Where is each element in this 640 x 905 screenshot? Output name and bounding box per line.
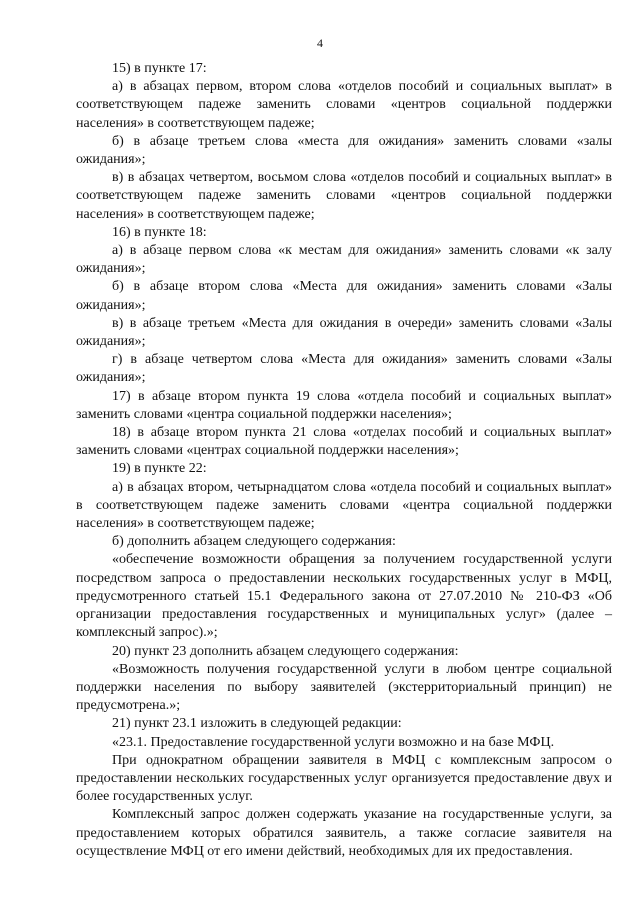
paragraph: а) в абзацах втором, четырнадцатом слова «отдела пособий и социальных выплат» в соответствующем падеже заменить словами «центра социальной поддержки населения» в соответствующем падеже;: [76, 479, 612, 532]
paragraph: «Возможность получения государственной услуги в любом центре социальной поддержки населения по выбору заявителей (экстерриториальный принцип) не предусмотрена.»;: [76, 661, 612, 714]
paragraph: 15) в пункте 17:: [112, 61, 207, 76]
paragraph: б) в абзаце третьем слова «места для ожидания» заменить словами «залы ожидания»;: [76, 133, 612, 168]
paragraph: б) в абзаце втором слова «Места для ожидания» заменить словами «Залы ожидания»;: [76, 279, 612, 313]
paragraph: в) в абзаце третьем «Места для ожидания в очереди» заменить словами «Залы ожидания»;: [76, 315, 612, 350]
paragraph: а) в абзацах первом, втором слова «отделов пособий и социальных выплат» в соответствующем падеже заменить словами «центров социальной поддержки населения» в соответствующем падеже;: [76, 79, 612, 131]
paragraph: При однократном обращении заявителя в МФЦ с комплексным запросом о предоставлении нескольких государственных услуг организуется предоставление двух и более государственных услуг.: [76, 752, 612, 805]
paragraph: 19) в пункте 22:: [112, 461, 207, 477]
paragraph: 20) пункт 23 дополнить абзацем следующего содержания:: [112, 643, 459, 659]
paragraph: г) в абзаце четвертом слова «Места для ожидания» заменить словами «Залы ожидания»;: [76, 352, 612, 386]
paragraph: 16) в пункте 18:: [112, 224, 207, 240]
paragraph: Комплексный запрос должен содержать указание на государственные услуги, за предоставлением которых обратился заявитель, а также согласие заявителя на осуществление МФЦ от его имени действий, необходимых для их предоставления.: [76, 807, 612, 859]
paragraph: а) в абзаце первом слова «к местам для ожидания» заменить словами «к залу ожидания»;: [76, 243, 612, 277]
paragraph: «обеспечение возможности обращения за получением государственной услуги посредством запроса о предоставлении нескольких государственных услуг в МФЦ, предусмотренного статьей 15.1 Федерального закона от 27.07.2010 № 210-ФЗ «Об организации предоставления государственных и муниципальных услуг» (далее – комплексный запрос).»;: [76, 552, 612, 641]
document-body: [76, 60, 612, 861]
paragraph: 21) пункт 23.1 изложить в следующей редакции:: [112, 716, 402, 732]
paragraph: «23.1. Предоставление государственной услуги возможно и на базе МФЦ.: [112, 734, 555, 750]
page-number: 4: [317, 36, 323, 50]
paragraph: б) дополнить абзацем следующего содержания:: [112, 534, 396, 550]
paragraph: 18) в абзаце втором пункта 21 слова «отделах пособий и социальных выплат» заменить словами «центрах социальной поддержки населения»;: [76, 425, 612, 459]
paragraph: 17) в абзаце втором пункта 19 слова «отдела пособий и социальных выплат» заменить словами «центра социальной поддержки населения»;: [76, 388, 612, 422]
paragraph: в) в абзацах четвертом, восьмом слова «отделов пособий и социальных выплат» в соответствующем падеже заменить словами «центров социальной поддержки населения» в соответствующем падеже;: [76, 170, 612, 222]
